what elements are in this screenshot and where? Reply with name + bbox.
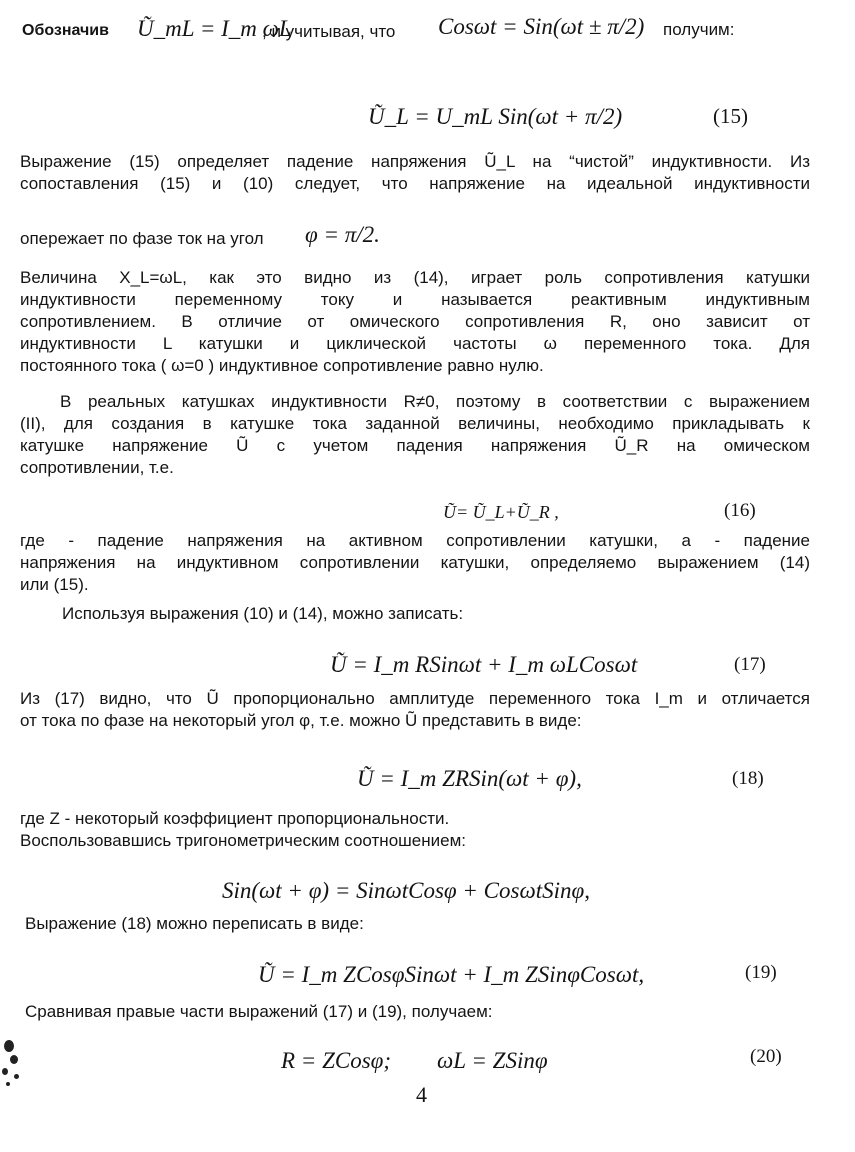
equation-19-number: (19) <box>745 962 777 983</box>
paragraph-6 <box>20 688 810 732</box>
paragraph-5: Используя выражения (10) и (14), можно записать: <box>62 604 464 623</box>
paragraph-2 <box>20 267 810 377</box>
paragraph-7-line-2: Воспользовавшись тригонометрическим соотношением: <box>20 831 466 850</box>
paragraph-3-line-4: сопротивлении, т.е. <box>20 458 174 477</box>
trig-identity: Sin(ωt + φ) = SinωtCosφ + CosωtSinφ, <box>222 878 590 903</box>
intro-word: Обозначив <box>22 22 109 39</box>
paragraph-2-line-4: индуктивности L катушки и циклической частоты ω переменного тока. Для <box>20 334 810 353</box>
phase-angle-formula: φ = π/2. <box>305 222 380 247</box>
paragraph-8: Выражение (18) можно переписать в виде: <box>25 914 364 933</box>
paragraph-1-line-1: Выражение (15) определяет падение напряжения Ũ_L на “чистой” индуктивности. Из <box>20 152 810 171</box>
paragraph-2-line-5: постоянного тока ( ω=0 ) индуктивное сопротивление равно нулю. <box>20 356 544 375</box>
intro-text: , и учитывая, что <box>262 22 396 41</box>
paragraph-2-line-1: Величина X_L=ωL, как это видно из (14), играет роль сопротивления катушки <box>20 268 810 287</box>
equation-20: R = ZCosφ; ωL = ZSinφ <box>281 1048 548 1073</box>
paragraph-2-line-3: сопротивлением. В отличие от омического сопротивления R, оно зависит от <box>20 312 810 331</box>
equation-18-number: (18) <box>732 768 764 789</box>
paragraph-3 <box>20 391 810 479</box>
equation-17: Ũ = I_m RSinωt + I_m ωLCosωt <box>330 652 638 677</box>
paragraph-4-line-2: напряжения на индуктивном сопротивлении катушки, определяемо выражением (14) <box>20 553 810 572</box>
paragraph-2-line-2: индуктивности переменному току и называется реактивным индуктивным <box>20 290 810 309</box>
equation-16: Ũ= Ũ_L+Ũ_R , <box>443 502 559 522</box>
equation-15-number: (15) <box>713 104 748 128</box>
paragraph-1-line-3: опережает по фазе ток на угол <box>20 229 264 248</box>
paragraph-6-line-1: Из (17) видно, что Ũ пропорционально амплитуде переменного тока I_m и отличается <box>20 689 810 708</box>
paragraph-4-line-3: или (15). <box>20 575 89 594</box>
paragraph-6-line-2: от тока по фазе на некоторый угол φ, т.е. можно Ũ представить в виде: <box>20 711 582 730</box>
paragraph-4 <box>20 530 810 596</box>
page-number: 4 <box>416 1082 427 1107</box>
paragraph-3-line-3: катушке напряжение Ũ с учетом падения напряжения Ũ_R на омическом <box>20 436 810 455</box>
equation-18: Ũ = I_m ZRSin(ωt + φ), <box>357 766 582 791</box>
paragraph-9: Сравнивая правые части выражений (17) и (19), получаем: <box>25 1002 493 1021</box>
paragraph-3-line-1: В реальных катушках индуктивности R≠0, поэтому в соответствии с выражением <box>60 392 810 411</box>
equation-20-number: (20) <box>750 1046 782 1067</box>
equation-15: Ũ_L = U_mL Sin(ωt + π/2) <box>368 104 623 129</box>
equation-19: Ũ = I_m ZCosφSinωt + I_m ZSinφCosωt, <box>258 962 645 987</box>
paragraph-1-line-2: сопоставления (15) и (10) следует, что напряжение на идеальной индуктивности <box>20 174 810 193</box>
paragraph-4-line-1: где - падение напряжения на активном сопротивлении катушки, а - падение <box>20 531 810 550</box>
intro-end: получим: <box>663 20 735 39</box>
paragraph-7-line-1: где Z - некоторый коэффициент пропорциональности. <box>20 809 450 828</box>
paragraph-1 <box>20 151 810 195</box>
intro-formula: Cosωt = Sin(ωt ± π/2) <box>438 14 645 39</box>
intro-equation: Ũ_mL = I_m ωL <box>137 16 292 41</box>
equation-16-number: (16) <box>724 500 756 521</box>
paragraph-3-line-2: (II), для создания в катушке тока заданной величины, необходимо прикладывать к <box>20 414 810 433</box>
equation-17-number: (17) <box>734 654 766 675</box>
